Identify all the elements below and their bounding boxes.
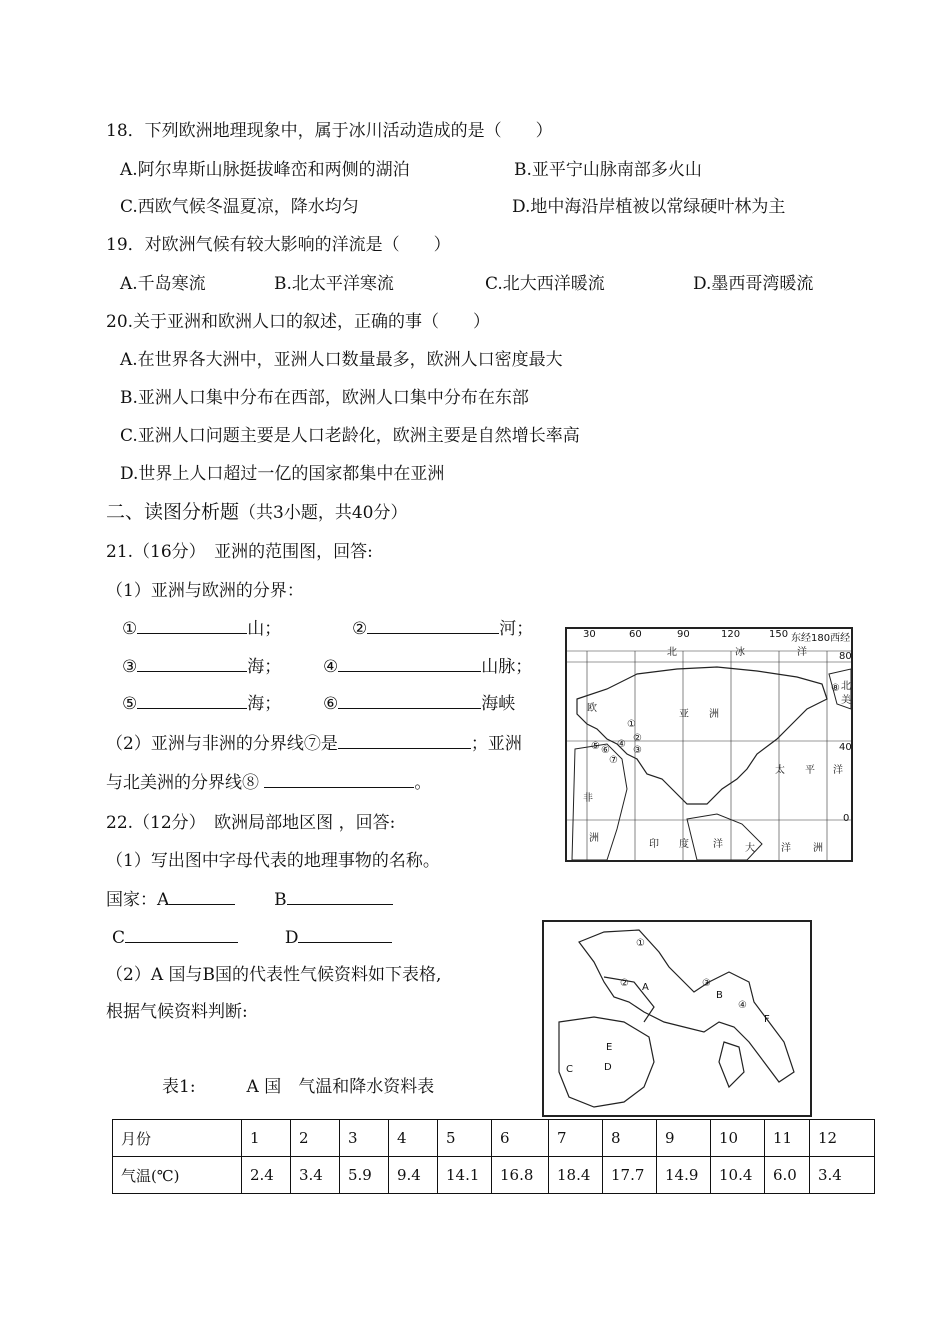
asia-map-label-yang-pacific: 洋 <box>833 765 843 776</box>
asia-map <box>565 627 853 862</box>
temp-cell: 6.0 <box>765 1157 810 1194</box>
asia-map-label-ou: 欧 <box>587 703 597 714</box>
month-cell: 5 <box>438 1120 492 1157</box>
month-cell: 12 <box>810 1120 875 1157</box>
answer-blank-a[interactable] <box>169 888 235 905</box>
asia-map-tick-60: 60 <box>629 629 642 640</box>
asia-map-marker-1: ① <box>627 719 636 730</box>
asia-map-label-bei-america: 北 <box>841 681 851 692</box>
answer-blank-d[interactable] <box>298 926 392 943</box>
q21-row1 <box>122 617 281 640</box>
suffix-3: 海； <box>247 657 282 677</box>
table-caption: 表1: A 国 气温和降水资料表 <box>162 1077 435 1097</box>
marker-3: ③ <box>122 657 138 677</box>
asia-map-label-bing: 冰 <box>735 647 745 658</box>
q21-part1: （1）亚洲与欧洲的分界： <box>106 581 304 601</box>
asia-map-label-tai: 太 <box>775 765 785 776</box>
europe-map-letter-c: C <box>566 1064 573 1075</box>
europe-map-letter-f: F <box>764 1014 770 1025</box>
q18-stem: 18．下列欧洲地理现象中，属于冰川活动造成的是（ ） <box>106 121 553 141</box>
asia-map-lat-80: 80 <box>839 651 852 662</box>
q22-part2-line1: （2）A 国与B国的代表性气候资料如下表格, <box>106 965 442 985</box>
temperature-table <box>112 1119 875 1194</box>
asia-map-label-da: 大 <box>745 843 755 854</box>
temp-cell: 18.4 <box>549 1157 603 1194</box>
marker-5: ⑤ <box>122 694 138 714</box>
answer-blank-8[interactable] <box>264 771 414 788</box>
q22-part2-line2: 根据气候资料判断: <box>106 1002 248 1022</box>
temp-cell: 9.4 <box>389 1157 438 1194</box>
suffix-4: 山脉； <box>481 657 533 677</box>
asia-map-marker-5: ⑤ <box>591 741 600 752</box>
asia-map-label-fei: 非 <box>583 793 593 804</box>
q19-stem: 19．对欧洲气候有较大影响的洋流是（ ） <box>106 235 451 255</box>
asia-map-tick-120: 120 <box>721 629 741 640</box>
suffix-6: 海峡 <box>481 694 516 714</box>
temp-cell: 3.4 <box>291 1157 340 1194</box>
table-header-row <box>113 1120 875 1157</box>
asia-map-label-mei: 美 <box>841 695 851 706</box>
month-cell: 4 <box>389 1120 438 1157</box>
q20-option-d: D.世界上人口超过一亿的国家都集中在亚洲 <box>120 464 445 484</box>
q19-option-c: C.北大西洋暖流 <box>485 274 605 294</box>
part2-text-c: 与北美洲的分界线⑧ <box>106 773 259 793</box>
q19-option-b: B.北太平洋寒流 <box>274 274 394 294</box>
q21-stem: 21.（16分） 亚洲的范围图，回答: <box>106 542 373 562</box>
asia-map-marker-8: ⑧ <box>831 683 840 694</box>
country-a-label: 国家：A <box>106 890 170 910</box>
temp-cell: 10.4 <box>711 1157 765 1194</box>
table-header-label: 月份 <box>113 1120 242 1157</box>
asia-map-lat-0: 0 <box>843 813 850 824</box>
answer-blank-5[interactable] <box>137 692 247 709</box>
asia-map-marker-2: ② <box>633 733 642 744</box>
europe-map <box>542 920 812 1117</box>
answer-blank-1[interactable] <box>137 617 247 634</box>
section-note: （共3小题，共40分） <box>239 503 408 523</box>
marker-6: ⑥ <box>323 694 339 714</box>
q21-row1b <box>352 617 533 640</box>
temp-cell: 3.4 <box>810 1157 875 1194</box>
asia-map-label-yin: 印 <box>649 839 659 850</box>
q22-stem: 22.（12分） 欧洲局部地区图 ，回答: <box>106 813 396 833</box>
asia-map-label-ya: 亚 <box>679 709 689 720</box>
temp-cell: 14.9 <box>657 1157 711 1194</box>
month-cell: 1 <box>242 1120 291 1157</box>
asia-map-marker-3: ③ <box>633 745 642 756</box>
q21-part2-line2 <box>106 771 431 794</box>
answer-blank-4[interactable] <box>338 655 481 672</box>
asia-map-marker-6: ⑥ <box>601 745 610 756</box>
europe-map-letter-a: A <box>642 982 649 993</box>
europe-map-letter-e: E <box>606 1042 613 1053</box>
asia-map-tick-150: 150 <box>769 629 789 640</box>
asia-map-tick-180: 东经180西经 <box>791 633 851 644</box>
suffix-1: 山； <box>247 619 282 639</box>
q22-country-row <box>106 888 393 911</box>
suffix-2: 河； <box>499 619 534 639</box>
temp-cell: 17.7 <box>603 1157 657 1194</box>
q20-option-b: B.亚洲人口集中分布在西部，欧洲人口集中分布在东部 <box>120 388 529 408</box>
asia-map-label-ping: 平 <box>805 765 815 776</box>
q19-option-d: D.墨西哥湾暖流 <box>693 274 814 294</box>
temp-cell: 14.1 <box>438 1157 492 1194</box>
answer-blank-7[interactable] <box>338 732 471 749</box>
asia-map-label-du: 度 <box>679 839 689 850</box>
asia-map-tick-30: 30 <box>583 629 596 640</box>
month-cell: 7 <box>549 1120 603 1157</box>
asia-map-marker-4: ④ <box>617 739 626 750</box>
country-b-label: B <box>274 890 287 910</box>
asia-map-lat-40: 40 <box>839 742 852 753</box>
marker-2: ② <box>352 619 368 639</box>
part2-text-b: ；亚洲 <box>470 734 522 754</box>
country-d-label: D <box>284 928 299 948</box>
month-cell: 3 <box>340 1120 389 1157</box>
answer-blank-c[interactable] <box>125 926 238 943</box>
month-cell: 6 <box>492 1120 549 1157</box>
q20-option-a: A.在世界各大洲中，亚洲人口数量最多，欧洲人口密度最大 <box>120 350 563 370</box>
europe-map-letter-b: B <box>716 990 723 1001</box>
answer-blank-2[interactable] <box>367 617 499 634</box>
q21-row3b <box>323 692 515 715</box>
marker-1: ① <box>122 619 138 639</box>
q21-row2 <box>122 655 281 678</box>
q18-option-b: B.亚平宁山脉南部多火山 <box>514 160 702 180</box>
month-cell: 8 <box>603 1120 657 1157</box>
q21-row3 <box>122 692 281 715</box>
month-cell: 9 <box>657 1120 711 1157</box>
temp-cell: 16.8 <box>492 1157 549 1194</box>
month-cell: 2 <box>291 1120 340 1157</box>
asia-map-label-yang-north: 洋 <box>797 647 807 658</box>
asia-map-marker-7: ⑦ <box>609 755 618 766</box>
asia-map-label-bei: 北 <box>667 647 677 658</box>
asia-map-label-yang-indian: 洋 <box>713 839 723 850</box>
asia-map-label-zhou: 洲 <box>709 709 719 720</box>
marker-4: ④ <box>323 657 339 677</box>
q20-option-c: C.亚洲人口问题主要是人口老龄化，欧洲主要是自然增长率高 <box>120 426 580 446</box>
table-row-label: 气温(℃) <box>113 1157 242 1194</box>
month-cell: 11 <box>765 1120 810 1157</box>
month-cell: 10 <box>711 1120 765 1157</box>
q21-row2b <box>323 655 532 678</box>
europe-map-marker-4: ④ <box>738 1000 747 1011</box>
q18-option-a: A.阿尔卑斯山脉挺拔峰峦和两侧的湖泊 <box>120 160 410 180</box>
answer-blank-b[interactable] <box>287 888 393 905</box>
q18-option-c: C.西欧气候冬温夏凉，降水均匀 <box>120 197 359 217</box>
q22-country-row2 <box>112 926 392 949</box>
q22-part1: （1）写出图中字母代表的地理事物的名称。 <box>106 851 440 871</box>
asia-map-label-yang-oceania: 洋 <box>781 843 791 854</box>
q19-option-a: A.千岛寒流 <box>120 274 206 294</box>
europe-map-marker-3: ③ <box>702 978 711 989</box>
part2-text-d: 。 <box>414 773 432 793</box>
asia-map-label-zhou-oceania: 洲 <box>813 843 823 854</box>
asia-map-tick-90: 90 <box>677 629 690 640</box>
q18-option-d: D.地中海沿岸植被以常绿硬叶林为主 <box>512 197 786 217</box>
europe-map-marker-2: ② <box>620 978 629 989</box>
temp-cell: 2.4 <box>242 1157 291 1194</box>
section-title: 二、读图分析题 <box>106 501 240 523</box>
table-temperature-row <box>113 1157 875 1194</box>
temp-cell: 5.9 <box>340 1157 389 1194</box>
europe-map-letter-d: D <box>604 1062 612 1073</box>
answer-blank-3[interactable] <box>137 655 247 672</box>
section-heading <box>106 501 407 524</box>
europe-map-drawing <box>544 922 810 1115</box>
europe-map-marker-1: ① <box>636 938 645 949</box>
answer-blank-6[interactable] <box>338 692 481 709</box>
q21-part2-line1 <box>106 732 522 755</box>
q20-stem: 20.关于亚洲和欧洲人口的叙述，正确的事（ ） <box>106 312 491 332</box>
suffix-5: 海； <box>247 694 282 714</box>
part2-text-a: （2）亚洲与非洲的分界线⑦是 <box>106 734 338 754</box>
asia-map-label-zhou-africa: 洲 <box>589 833 599 844</box>
country-c-label: C <box>112 928 126 948</box>
